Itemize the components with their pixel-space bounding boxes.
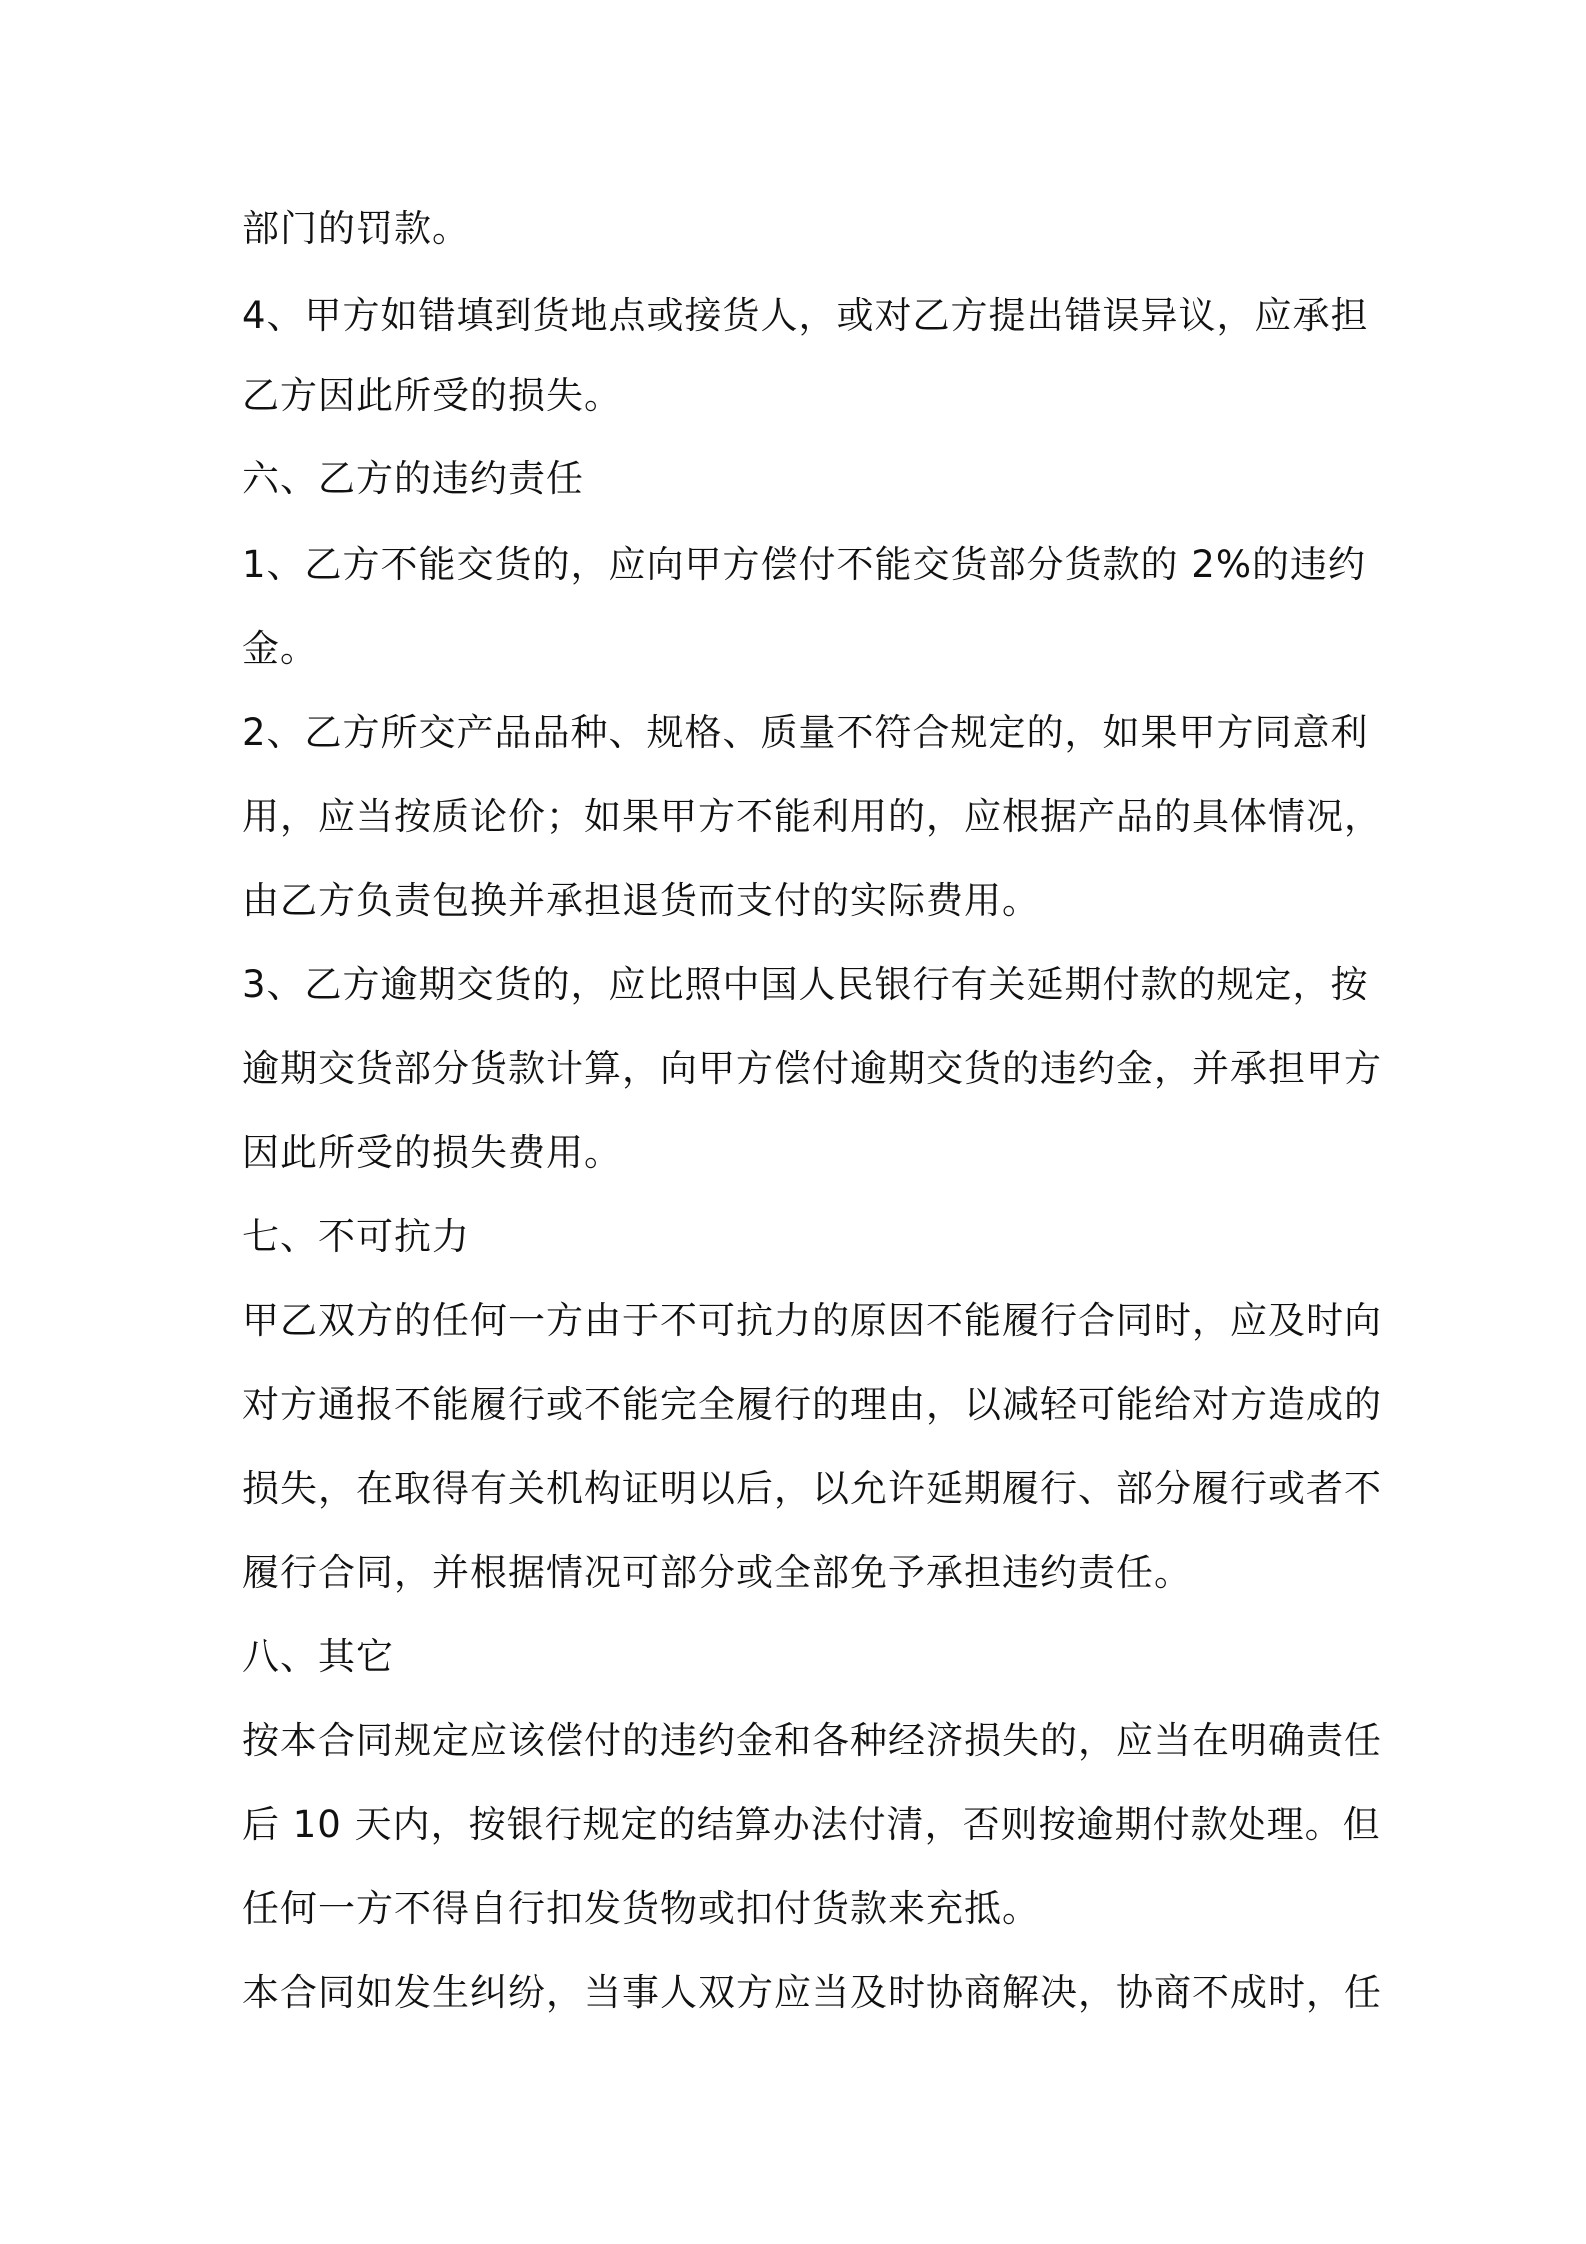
text-line: 金。 (242, 627, 318, 670)
text-line: 任何一方不得自行扣发货物或扣付货款来充抵。 (242, 1887, 1040, 1930)
text-line: 2、乙方所交产品品种、规格、质量不符合规定的，如果甲方同意利 (242, 711, 1369, 754)
text-line: 4、甲方如错填到货地点或接货人，或对乙方提出错误异议，应承担 (242, 294, 1369, 337)
section-heading: 六、乙方的违约责任 (242, 457, 584, 500)
text-line: 对方通报不能履行或不能完全履行的理由，以减轻可能给对方造成的 (242, 1383, 1382, 1426)
text-line: 3、乙方逾期交货的，应比照中国人民银行有关延期付款的规定，按 (242, 963, 1369, 1006)
text-line: 乙方因此所受的损失。 (242, 374, 622, 417)
text-line: 损失，在取得有关机构证明以后，以允许延期履行、部分履行或者不 (242, 1467, 1382, 1510)
text-line: 因此所受的损失费用。 (242, 1131, 622, 1174)
text-line: 1、乙方不能交货的，应向甲方偿付不能交货部分货款的 2%的违约 (242, 543, 1366, 586)
text-line: 本合同如发生纠纷，当事人双方应当及时协商解决，协商不成时，任 (242, 1971, 1382, 2014)
text-line: 部门的罚款。 (242, 207, 470, 250)
text-line: 按本合同规定应该偿付的违约金和各种经济损失的，应当在明确责任 (242, 1719, 1382, 1762)
section-heading: 八、其它 (242, 1635, 394, 1678)
text-line: 履行合同，并根据情况可部分或全部免予承担违约责任。 (242, 1551, 1192, 1594)
text-line: 逾期交货部分货款计算，向甲方偿付逾期交货的违约金，并承担甲方 (242, 1047, 1382, 1090)
text-line: 甲乙双方的任何一方由于不可抗力的原因不能履行合同时，应及时向 (242, 1299, 1382, 1342)
text-line: 由乙方负责包换并承担退货而支付的实际费用。 (242, 879, 1040, 922)
text-line: 后 10 天内，按银行规定的结算办法付清，否则按逾期付款处理。但 (242, 1803, 1381, 1846)
section-heading: 七、不可抗力 (242, 1215, 470, 1258)
text-line: 用，应当按质论价；如果甲方不能利用的，应根据产品的具体情况， (242, 795, 1382, 838)
